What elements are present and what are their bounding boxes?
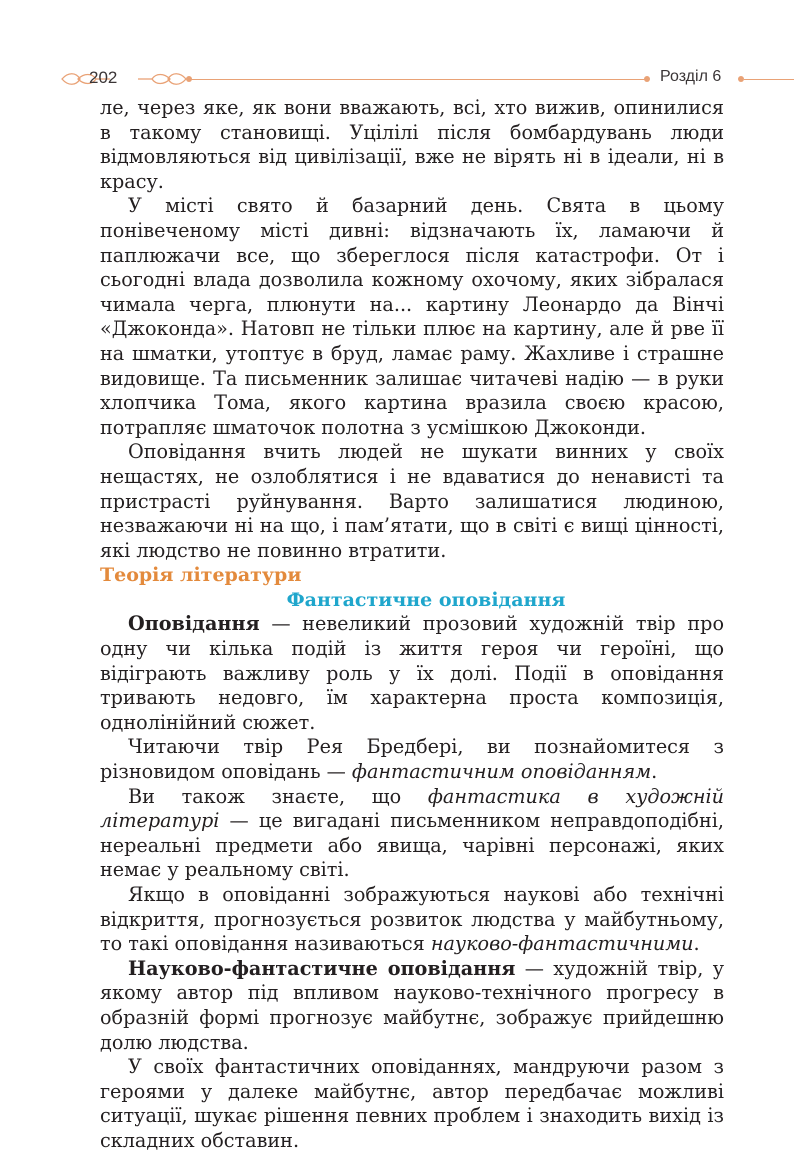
paragraph: Оповідання вчить людей не шукати винних у своїх нещастях, не озлоблятися і не вдаватися до ненависті та пристрасті руйнування. Варто залишатися людиною, незважаючи ні на що, і пам’ятати, що в світі є вищі цінності, які людство не повинно втратити.	[100, 440, 724, 562]
definition-paragraph: Оповідання — невеликий прозовий художній твір про одну чи кілька подій із життя героя чи героїні, що відіграють важливу роль у їх долі. Події в оповідання тривають недовго, їм характерна проста композиція, однолінійний сюжет.	[100, 612, 724, 734]
paragraph: Читаючи твір Рея Бредбері, ви познайомитеся з різновидом оповідань — фантастичним оповіданням.	[100, 735, 724, 784]
section-label: Теорія літератури	[100, 564, 302, 587]
page-content	[100, 96, 724, 1154]
section-title: Фантастичне оповідання	[286, 588, 566, 611]
term: Науково-фантастичне оповідання	[128, 956, 516, 980]
term: Оповідання	[128, 612, 260, 636]
chapter-label: Розділ 6	[660, 68, 722, 85]
rule-dot-right	[644, 76, 650, 82]
page-header	[0, 64, 794, 94]
definition-paragraph: Науково-фантастичне оповідання — художній твір, у якому автор під впливом науково-технічного прогресу в образній формі прогнозує майбутнє, зображує прийдешню долю людства.	[100, 956, 725, 1054]
paragraph: Якщо в оповіданні зображуються наукові або технічні відкриття, прогнозується розвиток людства у майбутньому, то такі оповідання називаються науково-фантастичними.	[100, 883, 724, 956]
page-number: 202	[89, 68, 118, 87]
right-ornament-icon	[136, 72, 188, 86]
paragraph: Ви також знаєте, що фантастика в художній літературі — це вигадані письменником неправдоподібні, нереальні предмети або явища, чарівні персонажі, яких немає у реальному світі.	[100, 784, 724, 882]
italic-term: фантастика в художній літературі	[100, 784, 724, 833]
paragraph: У місті свято й базарний день. Свята в цьому понівеченому місті дивні: відзначають їх, ламаючи й паплюжачи все, що збереглося після катастрофи. От і сьогодні влада дозволила кожному охочому, яких зібралася чимала черга, плюнути на... картину Леонардо да Вінчі «Джоконда». Натовп не тільки плює на картину, але й рве її на шматки, утоптує в бруд, ламає раму. Жахливе і страшне видовище. Та письменник залишає читачеві надію — в руки хлопчика Тома, якого картина вразила своєю красою, потрапляє шматочок полотна з усмішкою Джоконди.	[100, 194, 724, 439]
italic-term: науково-фантастичними	[430, 932, 694, 956]
paragraph: ле, через яке, як вони вважають, всі, хто вижив, опинилися в такому становищі. Уцілілі після бомбардувань люди відмовляються від цивілізації, вже не вірять ні в ідеали, ні в красу.	[100, 96, 724, 193]
header-rule-right	[744, 79, 794, 80]
italic-term: фантастичним оповіданням	[351, 760, 652, 784]
header-rule	[188, 79, 646, 80]
paragraph: У своїх фантастичних оповіданнях, мандруючи разом з героями у далеке майбутнє, автор передбачає можливі ситуації, шукає рішення певних проблем і знаходить вихід із складних обставин.	[100, 1055, 724, 1152]
